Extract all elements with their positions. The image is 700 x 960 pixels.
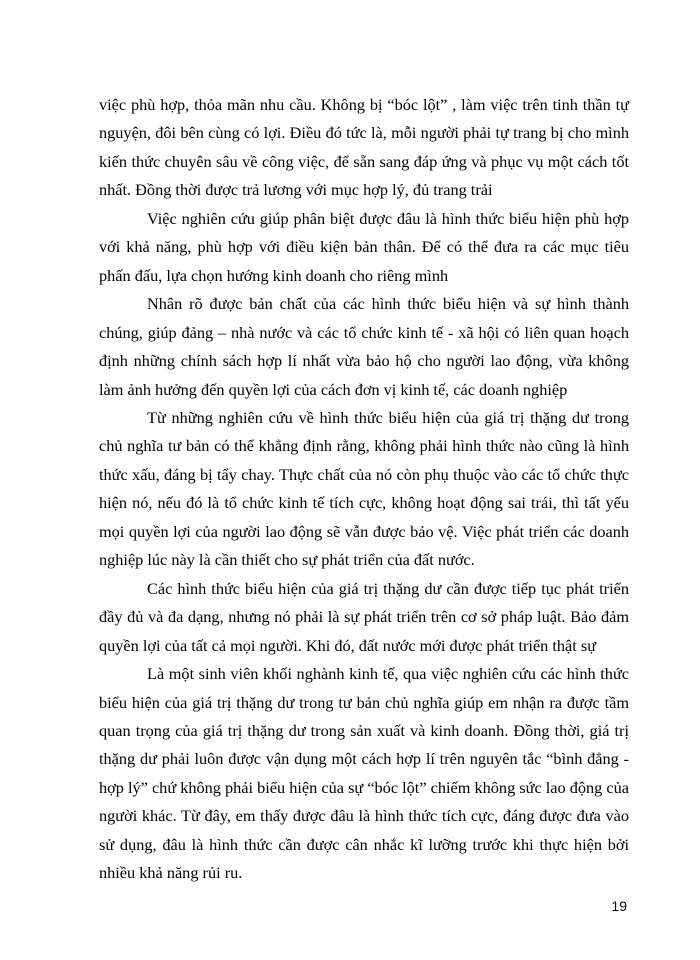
body-text	[99, 91, 629, 888]
paragraph: Các hình thức biểu hiện của giá trị thặng dư cần được tiếp tục phát triển đầy đủ và đa dạng, nhưng nó phải là sự phát triển trên cơ sở pháp luật. Bảo đảm quyền lợi của tất cả mọi người. Khi đó, đất nước mới được phát triển thật sự	[99, 578, 629, 655]
paragraph: Việc nghiên cứu giúp phân biệt được đâu là hình thức biểu hiện phù hợp với khả năng, phù hợp với điều kiện bản thân. Để có thể đưa ra các mục tiêu phấn đấu, lựa chọn hướng kinh doanh cho riêng mình	[99, 208, 629, 285]
page-number: 19	[611, 898, 627, 914]
paragraph-continuation: việc phù hợp, thỏa mãn nhu cầu. Không bị “bóc lột” , làm việc trên tinh thần tự nguyện, đôi bên cùng có lợi. Điều đó tức là, mỗi người phải tự trang bị cho mình kiến thức chuyên sâu về công việc, để sẵn sang đáp ứng và phục vụ một cách tốt nhất. Đồng thời được trả lương với mục hợp lý, đủ trang trải	[99, 95, 629, 200]
paragraph: Là một sinh viên khối nghành kinh tế, qua việc nghiên cứu các hình thức biểu hiện của giá trị thặng dư trong tư bản chủ nghĩa giúp em nhận ra được tầm quan trọng của giá trị thặng dư trong sản xuất và kinh doanh. Đồng thời, giá trị thặng dư phải luôn được vận dụng một cách hợp lí trên nguyên tắc “bình đẳng - hợp lý” chứ không phải biểu hiện của sự “bóc lột” chiếm không sức lao động của người khác. Từ đây, em thấy được đâu là hình thức tích cực, đáng được đưa vào sử dụng, đâu là hình thức cần được cân nhắc kĩ lưỡng trước khi thực hiện bởi nhiều khả năng rủi ru.	[99, 664, 629, 883]
paragraph: Nhân rõ được bản chất của các hình thức biểu hiện và sự hình thành chúng, giúp đảng – nhà nước và các tổ chức kinh tế - xã hội có liên quan hoạch định những chính sách hợp lí nhất vừa bảo hộ cho người lao động, vừa không làm ảnh hưởng đến quyền lợi của cách đơn vị kinh tế, các doanh nghiệp	[99, 294, 629, 399]
paragraph: Từ những nghiên cứu về hình thức biểu hiện của giá trị thặng dư trong chủ nghĩa tư bản có thể khẳng định rằng, không phải hình thức nào cũng là hình thức xấu, đáng bị tẩy chay. Thực chất của nó còn phụ thuộc vào các tổ chức thực hiện nó, nếu đó là tổ chức kinh tế tích cực, không hoạt động sai trái, thì tất yếu mọi quyền lợi của người lao động sẽ vẫn được bảo vệ. Việc phát triển các doanh nghiệp lúc này là cần thiết cho sự phát triển của đất nước.	[99, 407, 629, 570]
